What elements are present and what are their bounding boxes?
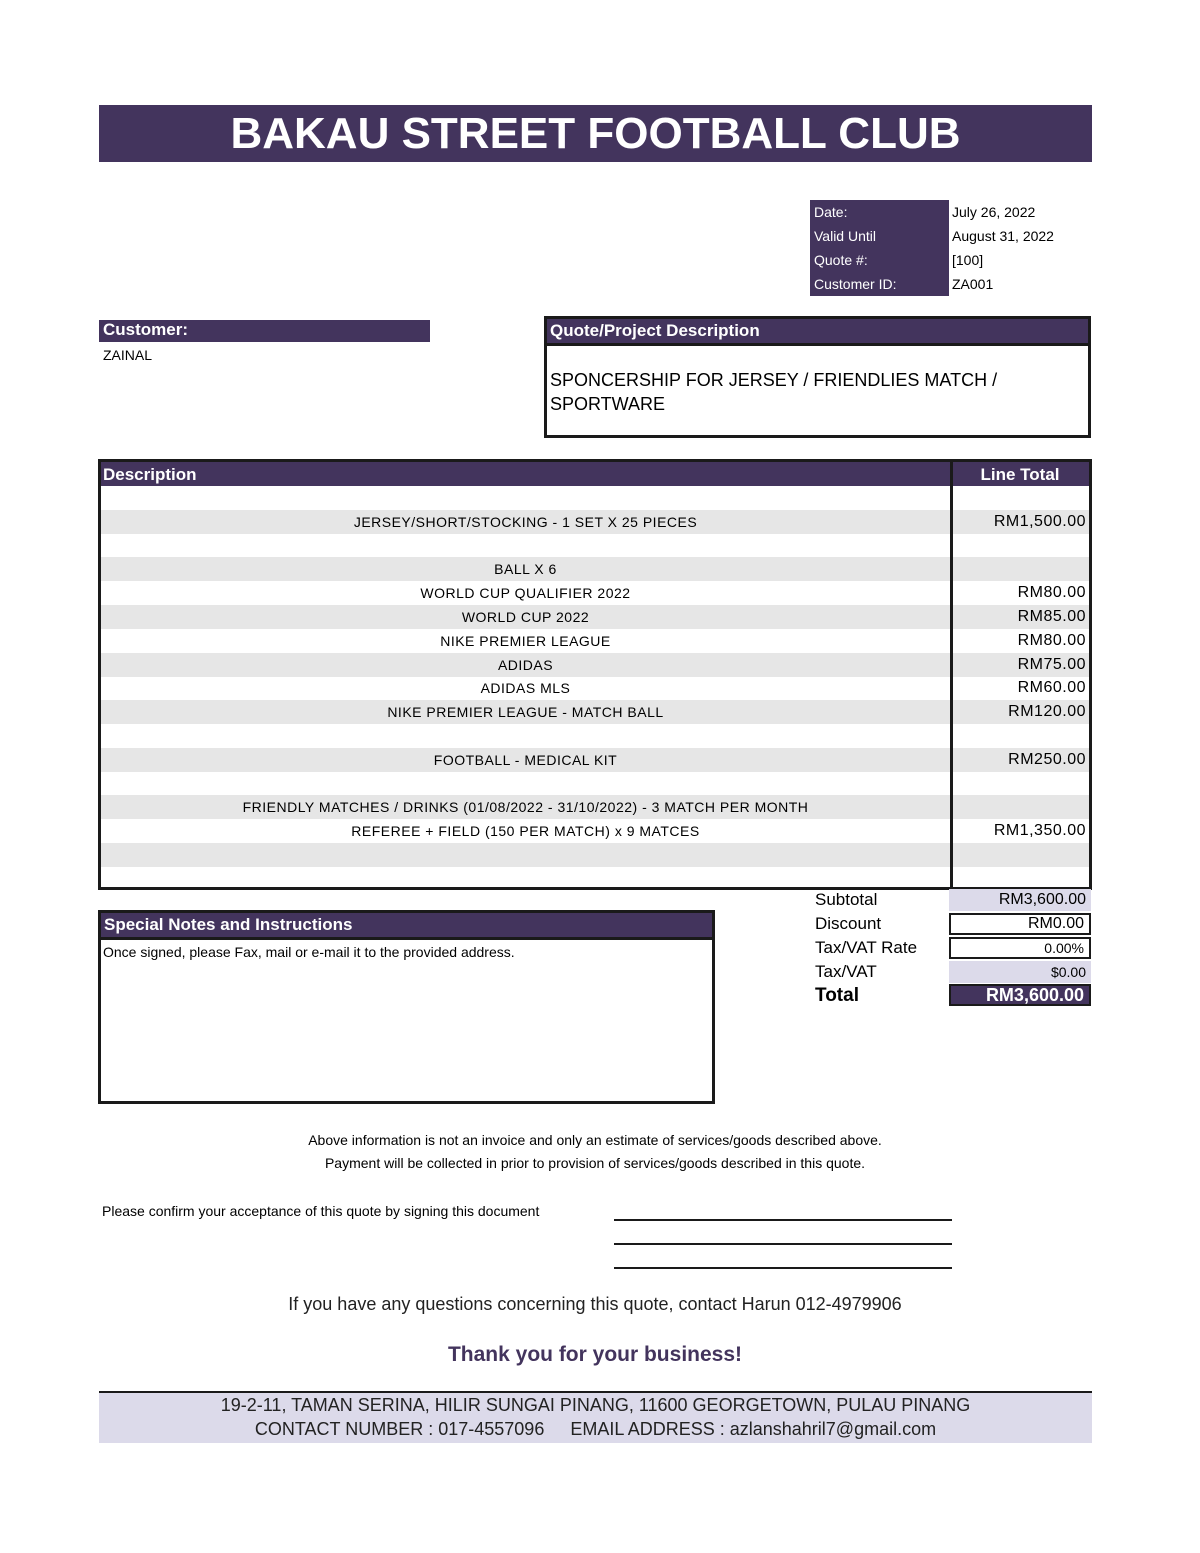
tax-rate-label: Tax/VAT Rate: [815, 938, 918, 957]
item-line-total: RM80.00: [1017, 584, 1086, 602]
footer-phone: CONTACT NUMBER : 017-4557096: [254, 1419, 545, 1439]
total-value: RM3,600.00: [949, 984, 1091, 1006]
notes-heading: Special Notes and Instructions: [101, 913, 712, 940]
discount-label: Discount: [815, 914, 882, 933]
table-row: [101, 819, 1089, 843]
company-title: BAKAU STREET FOOTBALL CLUB: [99, 105, 1092, 162]
table-row: [101, 700, 1089, 724]
table-row: [101, 581, 1089, 605]
subtotal-label: Subtotal: [815, 890, 878, 909]
footer: [99, 1391, 1092, 1443]
meta-valid-value: August 31, 2022: [952, 228, 1054, 244]
table-row: [101, 748, 1089, 772]
item-line-total: RM80.00: [1017, 631, 1086, 649]
footer-address: 19-2-11, TAMAN SERINA, HILIR SUNGAI PINANG, 11600 GEORGETOWN, PULAU PINANG: [220, 1395, 971, 1415]
table-row: [101, 534, 1089, 558]
meta-valid-label: Valid Until: [810, 224, 949, 248]
table-row: [101, 867, 1089, 891]
customer-name: ZAINAL: [103, 347, 153, 363]
discount-value: RM0.00: [949, 913, 1091, 935]
signature-line-3: [614, 1267, 952, 1269]
meta-quote-value: [100]: [952, 252, 984, 268]
item-description: BALL X 6: [494, 561, 557, 578]
customer-heading: Customer:: [99, 320, 430, 342]
tax-value: $0.00: [949, 961, 1091, 983]
table-row: [101, 629, 1089, 653]
item-description: WORLD CUP 2022: [461, 609, 590, 625]
item-description: NIKE PREMIER LEAGUE - MATCH BALL: [387, 704, 664, 721]
meta-customer-id-label: Customer ID:: [810, 272, 949, 296]
item-description: WORLD CUP QUALIFIER 2022: [420, 585, 631, 602]
tax-label: Tax/VAT: [815, 962, 877, 981]
table-row: [101, 605, 1089, 629]
item-description: ADIDAS: [497, 656, 554, 673]
item-line-total: RM120.00: [1008, 703, 1086, 721]
item-description: REFEREE + FIELD (150 PER MATCH) x 9 MATCES: [351, 823, 700, 840]
item-line-total: RM75.00: [1017, 655, 1086, 673]
quote-meta: [810, 200, 1092, 296]
total-label: Total: [815, 985, 859, 1006]
notes-text: Once signed, please Fax, mail or e-mail it to the provided address.: [103, 944, 515, 960]
table-row: [101, 772, 1089, 796]
project-description-box: [544, 316, 1091, 438]
items-header: [101, 462, 1089, 486]
item-line-total: RM60.00: [1017, 679, 1086, 697]
meta-date-value: July 26, 2022: [952, 204, 1036, 220]
table-row: [101, 653, 1089, 677]
signature-line-1: [614, 1219, 952, 1221]
subtotal-value: RM3,600.00: [949, 889, 1091, 911]
item-line-total: RM250.00: [1008, 750, 1086, 768]
line-total-header: Line Total: [980, 465, 1060, 484]
thank-you-text: Thank you for your business!: [447, 1343, 743, 1366]
column-divider: [950, 462, 953, 887]
meta-quote-label: Quote #:: [810, 248, 949, 272]
meta-valid-row: [810, 224, 1092, 248]
item-description: FOOTBALL - MEDICAL KIT: [433, 751, 618, 768]
table-row: [101, 843, 1089, 867]
confirm-text: Please confirm your acceptance of this quote by signing this document: [102, 1203, 540, 1219]
footer-email: EMAIL ADDRESS : azlanshahril7@gmail.com: [570, 1419, 937, 1439]
footer-contact-line: [99, 1417, 1092, 1441]
table-row: [101, 724, 1089, 748]
item-line-total: RM1,350.00: [993, 822, 1086, 840]
project-text: SPONCERSHIP FOR JERSEY / FRIENDLIES MATCH / SPORTWARE: [550, 370, 998, 414]
item-line-total: RM1,500.00: [993, 512, 1086, 530]
item-line-total: RM85.00: [1017, 608, 1086, 625]
table-row: [101, 486, 1089, 510]
line-items-table: [98, 459, 1092, 890]
table-row: [101, 510, 1089, 534]
special-notes-box: [98, 910, 715, 1104]
table-row: [101, 795, 1089, 819]
disclaimer-line-1: Above information is not an invoice and only an estimate of services/goods described above.: [308, 1132, 882, 1148]
meta-quote-row: [810, 248, 1092, 272]
meta-customer-id-value: ZA001: [952, 276, 994, 292]
meta-date-label: Date:: [810, 200, 949, 224]
contact-text: If you have any questions concerning this quote, contact Harun 012-4979906: [288, 1294, 902, 1314]
item-description: FRIENDLY MATCHES / DRINKS (01/08/2022 - 31/10/2022) - 3 MATCH PER MONTH: [242, 799, 809, 816]
item-description: ADIDAS MLS: [480, 680, 571, 697]
table-row: [101, 676, 1089, 700]
signature-line-2: [614, 1243, 952, 1245]
meta-date-row: [810, 200, 1092, 224]
table-row: [101, 557, 1089, 581]
item-description: JERSEY/SHORT/STOCKING - 1 SET X 25 PIECES: [353, 513, 698, 530]
item-description: NIKE PREMIER LEAGUE: [440, 632, 611, 649]
meta-customer-id-row: [810, 272, 1092, 296]
tax-rate-value: 0.00%: [949, 937, 1091, 959]
project-heading: Quote/Project Description: [547, 319, 1088, 346]
disclaimer-line-2: Payment will be collected in prior to provision of services/goods described in this quote.: [324, 1155, 866, 1171]
description-header: Description: [103, 465, 197, 484]
